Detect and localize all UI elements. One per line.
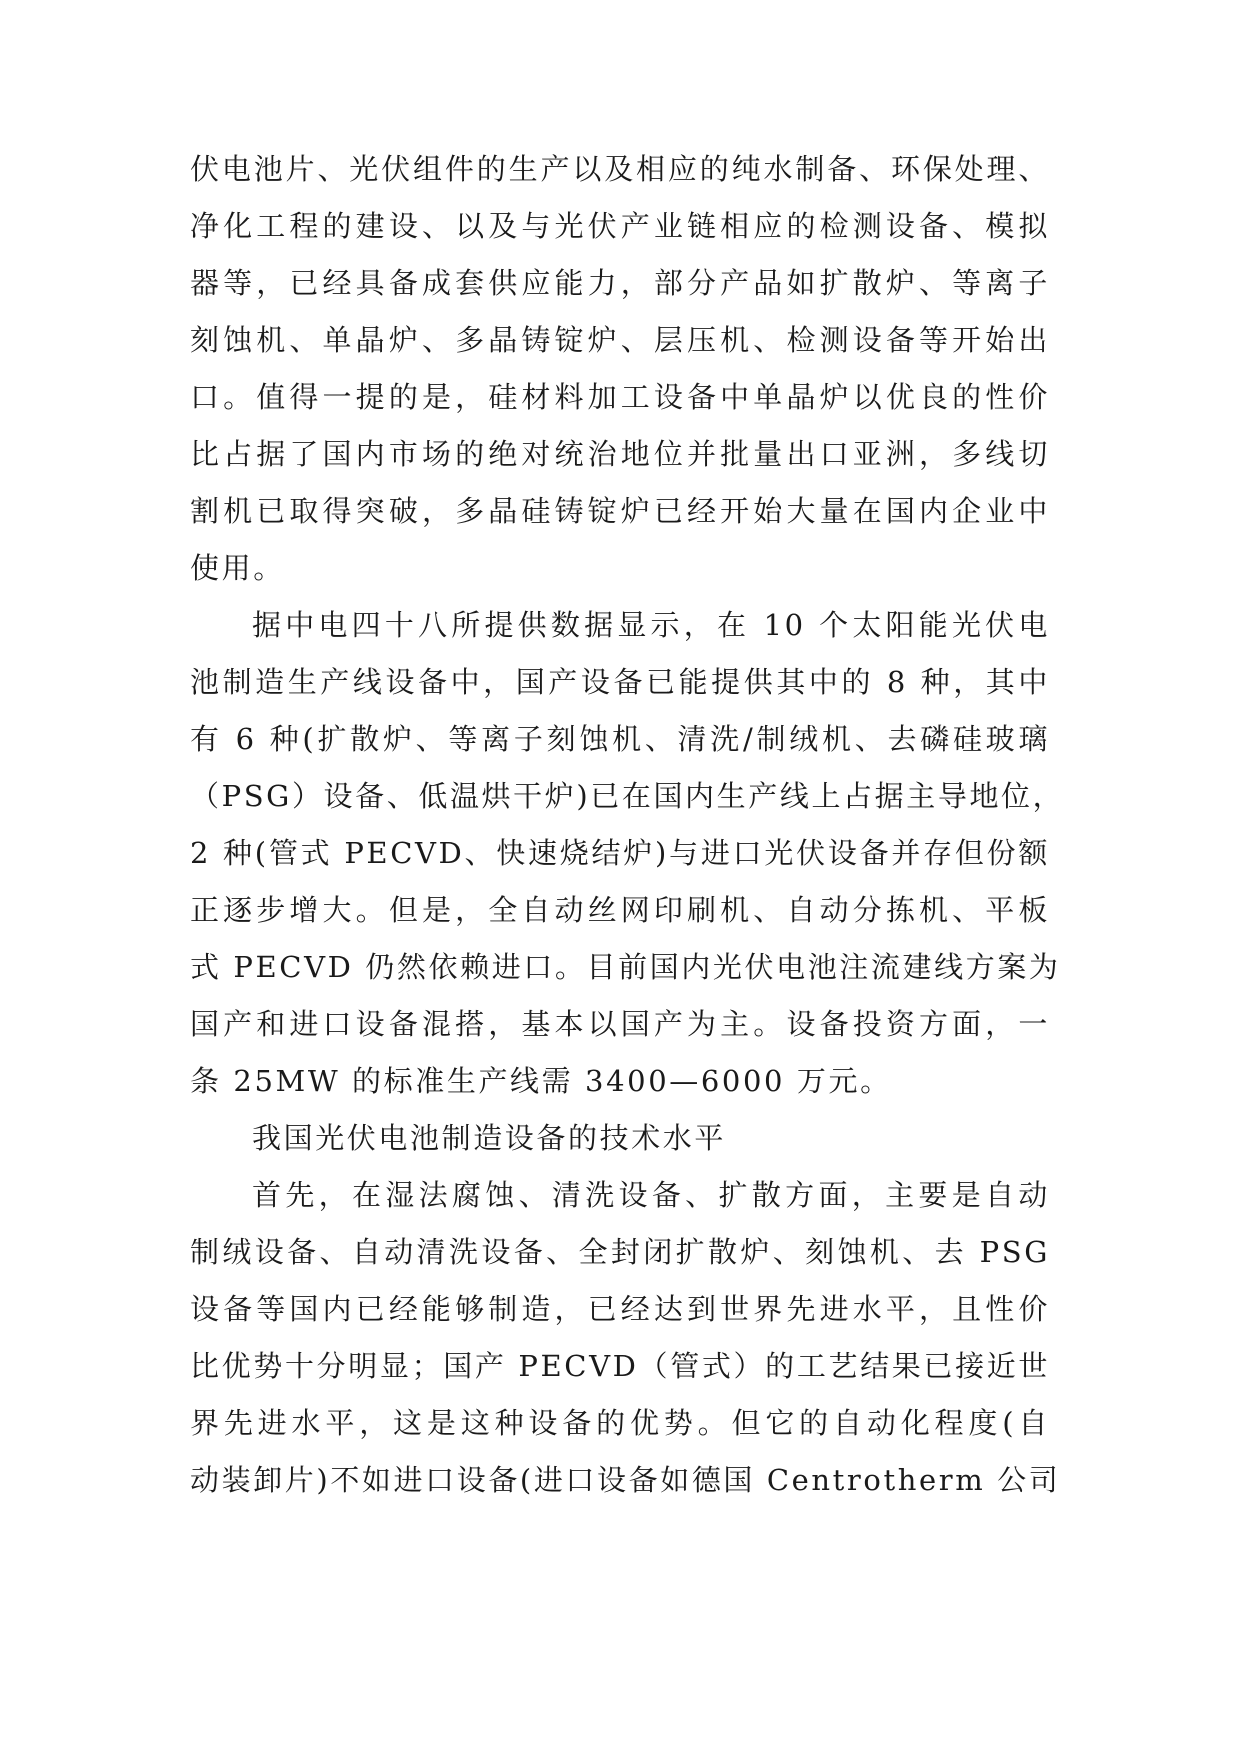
body-text-line: 有 6 种(扩散炉、等离子刻蚀机、清洗/制绒机、去磷硅玻璃: [190, 722, 1050, 756]
body-text-line: 制绒设备、自动清洗设备、全封闭扩散炉、刻蚀机、去 PSG: [190, 1235, 1050, 1269]
body-text-line: 使用。: [190, 551, 285, 585]
body-text-line: 净化工程的建设、以及与光伏产业链相应的检测设备、模拟: [190, 209, 1050, 243]
paragraph-first-line: 据中电四十八所提供数据显示，在 10 个太阳能光伏电: [252, 608, 1050, 642]
body-text-line: 正逐步增大。但是，全自动丝网印刷机、自动分拣机、平板: [190, 893, 1050, 927]
body-text-line: 界先进水平，这是这种设备的优势。但它的自动化程度(自: [190, 1406, 1050, 1440]
body-text-line: 条 25MW 的标准生产线需 3400—6000 万元。: [190, 1064, 892, 1098]
section-heading: 我国光伏电池制造设备的技术水平: [252, 1121, 727, 1155]
body-text-line: 口。值得一提的是，硅材料加工设备中单晶炉以优良的性价: [190, 380, 1050, 414]
body-text-line: 比优势十分明显；国产 PECVD（管式）的工艺结果已接近世: [190, 1349, 1050, 1383]
body-text-line: 池制造生产线设备中，国产设备已能提供其中的 8 种，其中: [190, 665, 1050, 699]
body-text-line: 式 PECVD 仍然依赖进口。目前国内光伏电池注流建线方案为: [190, 950, 1061, 984]
body-text-line: 2 种(管式 PECVD、快速烧结炉)与进口光伏设备并存但份额: [190, 836, 1050, 870]
body-text-line: 动装卸片)不如进口设备(进口设备如德国 Centrotherm 公司: [190, 1463, 1061, 1497]
body-text-line: 设备等国内已经能够制造，已经达到世界先进水平，且性价: [190, 1292, 1050, 1326]
body-text-line: 国产和进口设备混搭，基本以国产为主。设备投资方面，一: [190, 1007, 1050, 1041]
body-text-line: 割机已取得突破，多晶硅铸锭炉已经开始大量在国内企业中: [190, 494, 1050, 528]
body-text-line: 比占据了国内市场的绝对统治地位并批量出口亚洲，多线切: [190, 437, 1050, 471]
body-text-line: 刻蚀机、单晶炉、多晶铸锭炉、层压机、检测设备等开始出: [190, 323, 1050, 357]
body-text-line: 器等，已经具备成套供应能力，部分产品如扩散炉、等离子: [190, 266, 1050, 300]
body-text-line: （PSG）设备、低温烘干炉)已在国内生产线上占据主导地位，: [190, 779, 1065, 813]
body-text-line: 伏电池片、光伏组件的生产以及相应的纯水制备、环保处理、: [190, 152, 1050, 186]
paragraph-first-line: 首先，在湿法腐蚀、清洗设备、扩散方面，主要是自动: [252, 1178, 1050, 1212]
